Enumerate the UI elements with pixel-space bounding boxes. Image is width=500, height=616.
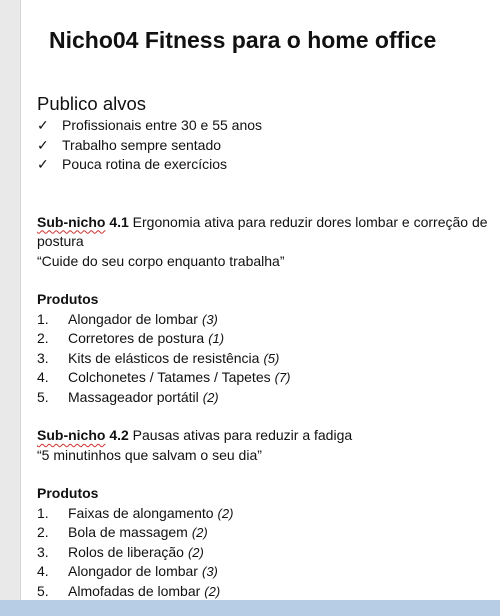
product-count: (3)	[201, 564, 218, 579]
product-count: (7)	[274, 370, 291, 385]
subnicho-4-1	[37, 213, 497, 252]
list-item	[37, 310, 497, 330]
list-item	[37, 116, 497, 136]
subnicho-description: Pausas ativas para reduzir a fadiga	[128, 427, 353, 443]
bottom-status-band	[0, 600, 500, 616]
subnicho-label	[37, 427, 129, 443]
spellcheck-word: Sub-nicho	[37, 427, 106, 443]
publico-list	[37, 116, 497, 175]
product-count: (2)	[204, 583, 221, 599]
item-number: 5.	[37, 582, 49, 599]
products-list-2	[37, 504, 497, 602]
product-count: (1)	[208, 331, 225, 346]
product-name: Almofadas de lombar	[68, 582, 201, 599]
item-number: 4.	[37, 563, 49, 579]
list-item	[37, 543, 497, 563]
product-name: Bola de massagem	[68, 524, 188, 540]
products-heading: Produtos	[37, 485, 99, 501]
spellcheck-word: Sub-nicho	[37, 213, 106, 230]
item-number: 4.	[37, 369, 49, 385]
item-number: 5.	[37, 388, 49, 405]
list-item	[37, 329, 497, 349]
checkmark-icon: ✓	[37, 156, 49, 172]
list-item	[37, 504, 497, 524]
list-item	[37, 155, 497, 175]
product-name: Kits de elásticos de resistência	[68, 349, 260, 366]
publico-item-text: Pouca rotina de exercícios	[62, 156, 227, 172]
subnicho-4-2	[37, 426, 497, 446]
publico-heading: Publico alvos	[37, 93, 147, 114]
item-number: 3.	[37, 543, 49, 560]
product-name: Corretores de postura	[68, 330, 205, 346]
product-count: (3)	[201, 311, 218, 327]
document-title: Nicho04 Fitness para o home office	[49, 27, 437, 53]
item-number: 1.	[37, 310, 49, 327]
product-count: (2)	[202, 389, 219, 405]
publico-item-text: Profissionais entre 30 e 55 anos	[62, 117, 263, 133]
list-item	[37, 562, 497, 582]
left-margin-bar	[0, 0, 21, 616]
subnicho-number: 4.2	[105, 427, 129, 443]
publico-item-text: Trabalho sempre sentado	[62, 136, 222, 153]
subnicho-label	[37, 214, 129, 230]
item-number: 1.	[37, 504, 49, 521]
subnicho-description: Ergonomia ativa para reduzir dores lombar e correção de postura	[37, 213, 488, 249]
list-item	[37, 582, 497, 602]
subnicho-quote: “Cuide do seu corpo enquanto trabalha”	[37, 252, 285, 269]
product-name: Alongador de lombar	[68, 563, 198, 579]
list-item	[37, 388, 497, 408]
product-name: Rolos de liberação	[68, 543, 184, 560]
list-item	[37, 136, 497, 156]
product-count: (5)	[263, 350, 280, 366]
subnicho-quote: “5 minutinhos que salvam o seu dia”	[37, 446, 262, 463]
list-item	[37, 368, 497, 388]
checkmark-icon: ✓	[37, 117, 49, 133]
product-name: Colchonetes / Tatames / Tapetes	[68, 369, 271, 385]
checkmark-icon: ✓	[37, 136, 49, 153]
product-count: (2)	[217, 505, 234, 521]
products-list-1	[37, 310, 497, 408]
product-count: (2)	[187, 544, 204, 560]
products-heading: Produtos	[37, 291, 99, 307]
list-item	[37, 349, 497, 369]
product-name: Massageador portátil	[68, 388, 199, 405]
item-number: 2.	[37, 330, 49, 346]
product-count: (2)	[191, 525, 208, 540]
item-number: 3.	[37, 349, 49, 366]
document-page[interactable]	[37, 24, 497, 601]
item-number: 2.	[37, 524, 49, 540]
product-name: Alongador de lombar	[68, 310, 198, 327]
list-item	[37, 523, 497, 543]
product-name: Faixas de alongamento	[68, 504, 214, 521]
subnicho-number: 4.1	[105, 213, 129, 230]
